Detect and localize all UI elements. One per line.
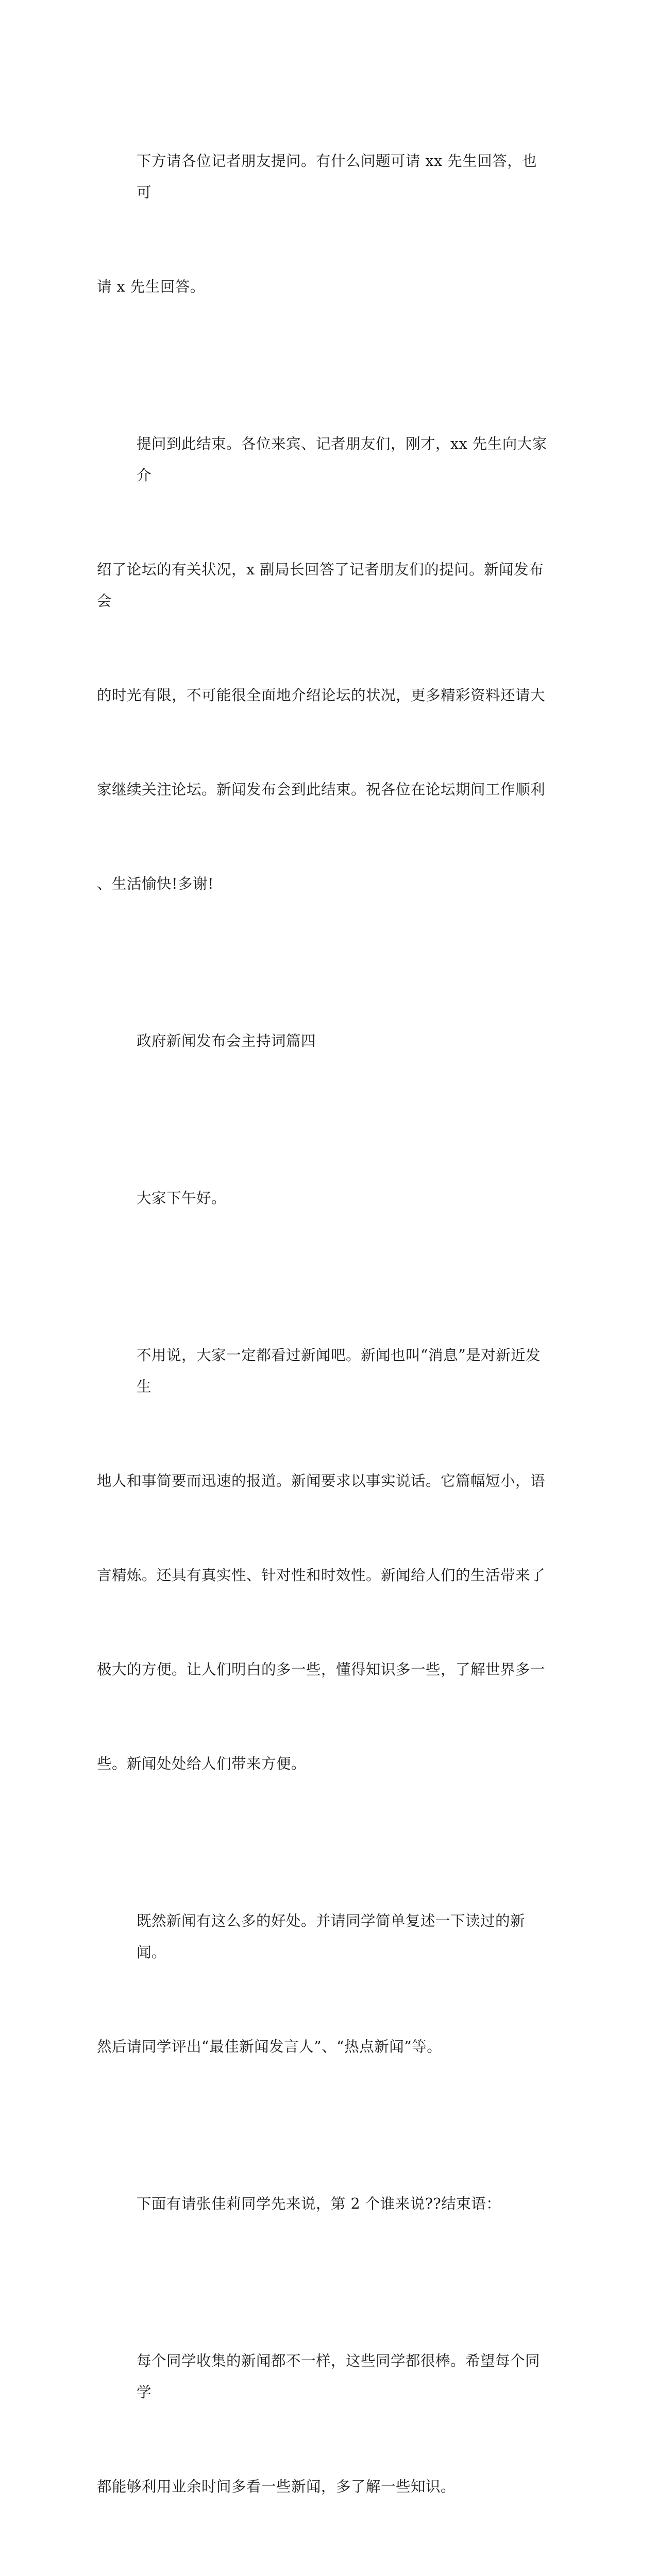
paragraph-news-intro bbox=[97, 1277, 550, 1842]
section-title bbox=[97, 962, 550, 1120]
text-line: 下面有请张佳莉同学先来说，第 2 个谁来说??结束语： bbox=[137, 2195, 501, 2212]
paragraph-greeting bbox=[97, 1120, 550, 1277]
text-line: 些。新闻处处给人们带来方便。 bbox=[97, 1755, 307, 1772]
document-body bbox=[97, 82, 550, 2576]
section-heading: 政府新闻发布会主持词篇四 bbox=[137, 1032, 316, 1049]
text-line: 下方请各位记者朋友提问。有什么问题可请 xx 先生回答，也可 bbox=[137, 152, 537, 201]
text-line: 然后请同学评出“最佳新闻发言人”、“热点新闻”等。 bbox=[97, 2038, 442, 2055]
text-line: 不用说，大家一定都看过新闻吧。新闻也叫“消息”是对新近发生 bbox=[137, 1347, 541, 1395]
paragraph-activity bbox=[97, 1842, 550, 2125]
text-line: 言精炼。还具有真实性、针对性和时效性。新闻给人们的生活带来了 bbox=[97, 1567, 546, 1584]
text-line: 提问到此结束。各位来宾、记者朋友们，刚才，xx 先生向大家介 bbox=[137, 435, 547, 484]
paragraph-qa-closing bbox=[97, 365, 550, 962]
text-line: 地人和事简要而迅速的报道。新闻要求以事实说话。它篇幅短小，语 bbox=[97, 1472, 546, 1489]
text-line: 每个同学收集的新闻都不一样，这些同学都很棒。希望每个同学 bbox=[137, 2352, 541, 2401]
text-line: 大家下午好。 bbox=[137, 1190, 227, 1207]
text-line: 的时光有限，不可能很全面地介绍论坛的状况，更多精彩资料还请大 bbox=[97, 687, 546, 704]
text-line: 、生活愉快!多谢! bbox=[97, 875, 214, 892]
text-line: 绍了论坛的有关状况，x 副局长回答了记者朋友们的提问。新闻发布会 bbox=[97, 561, 544, 609]
paragraph-qa-intro bbox=[97, 82, 550, 365]
text-line: 极大的方便。让人们明白的多一些，懂得知识多一些，了解世界多一 bbox=[97, 1661, 546, 1678]
paragraph-conclusion bbox=[97, 2282, 550, 2565]
text-line: 家继续关注论坛。新闻发布会到此结束。祝各位在论坛期间工作顺利 bbox=[97, 781, 546, 798]
text-line: 既然新闻有这么多的好处。并请同学简单复述一下读过的新闻。 bbox=[137, 1912, 526, 1961]
paragraph-order bbox=[97, 2125, 550, 2282]
text-line: 都能够利用业余时间多看一些新闻，多了解一些知识。 bbox=[97, 2478, 456, 2495]
paragraph-farewell bbox=[97, 2565, 550, 2576]
text-line: 请 x 先生回答。 bbox=[97, 278, 205, 295]
